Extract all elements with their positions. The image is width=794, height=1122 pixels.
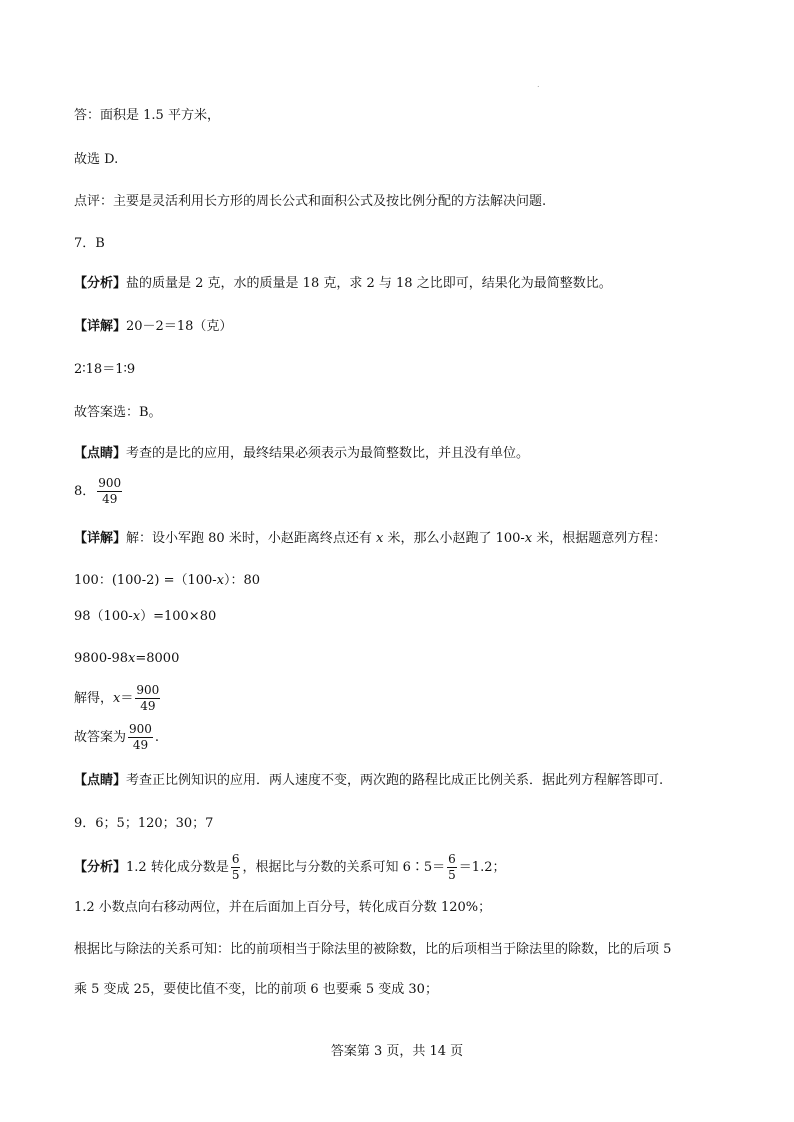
equation-1 [74, 572, 260, 590]
page-footer: 答案第 3 页，共 14 页 [330, 1044, 464, 1059]
q9-analysis [74, 851, 505, 885]
analysis-text: ，根据比与分数的关系可知 6∶5＝ [242, 860, 446, 875]
analysis-text: 盐的质量是 2 克，水的质量是 18 克，求 2 与 18 之比即可，结果化为最简整数比。 [126, 276, 612, 291]
solution-label: 解得， [74, 691, 114, 706]
solution-line [74, 683, 162, 715]
fraction [135, 683, 160, 714]
q7-note [74, 445, 529, 463]
detail-text: 解：设小军跑 80 米时，小赵距离终点还有 [126, 531, 376, 546]
answer-line: 答：面积是 1.5 平方米， [74, 108, 220, 123]
detail-text: 米，那么小赵跑了 100- [383, 531, 525, 546]
q7-detail [74, 318, 232, 336]
fraction-denominator: 5 [448, 868, 456, 882]
detail-text: 米，根据题意列方程： [532, 531, 667, 546]
analysis-tag: 【分析】 [74, 860, 127, 875]
q8-detail [74, 530, 666, 548]
eq-text: 9800-98 [74, 651, 129, 666]
q8-answer [74, 476, 124, 507]
analysis-text: ＝1.2； [458, 860, 506, 875]
fraction-denominator: 49 [140, 699, 156, 713]
multiply-line: 乘 5 变成 25，要使比值不变，比的前项 6 也要乘 5 变成 30； [74, 982, 438, 997]
comment-line: 点评：主要是灵活利用长方形的周长公式和面积公式及按比例分配的方法解决问题. [74, 194, 547, 209]
fraction-denominator: 49 [132, 738, 149, 752]
variable: x [524, 531, 533, 546]
eq-text: =8000 [135, 651, 180, 666]
variable: x [113, 691, 121, 706]
equation-3 [74, 650, 179, 668]
eq-text: ）=100×80 [140, 609, 217, 624]
q7-analysis [74, 275, 612, 293]
fraction-numerator: 900 [136, 683, 160, 697]
q9-answer: 9．6；5；120；30；7 [74, 816, 214, 831]
period: . [154, 730, 160, 745]
note-text: 考查的是比的应用，最终结果必须表示为最简整数比，并且没有单位。 [126, 446, 530, 461]
detail-text: 20－2＝18（克） [126, 319, 233, 334]
fraction [447, 852, 457, 883]
detail-tag: 【详解】 [74, 319, 127, 334]
detail-tag: 【详解】 [74, 531, 127, 546]
fraction-numerator: 900 [129, 722, 152, 736]
variable: x [216, 573, 225, 588]
fraction-denominator: 49 [102, 492, 118, 506]
fraction-numerator: 900 [98, 476, 122, 490]
equation-2 [74, 608, 216, 626]
final-label: 故答案为 [74, 730, 127, 745]
fraction-numerator: 6 [231, 852, 240, 866]
q8-note [74, 772, 663, 790]
final-answer-line [74, 722, 159, 754]
analysis-text: 1.2 转化成分数是 [126, 860, 229, 875]
equals: ＝ [120, 691, 134, 706]
choice-line: 故选 D. [74, 152, 119, 167]
percent-line: 1.2 小数点向右移动两位，并在后面加上百分号，转化成百分数 120%； [74, 900, 492, 915]
q7-choice: 故答案选：B。 [74, 405, 162, 420]
division-line: 根据比与除法的关系可知：比的前项相当于除法里的被除数，比的后项相当于除法里的除数，比的后项 5 [74, 942, 672, 957]
variable: x [375, 531, 384, 546]
eq-text: ）：80 [224, 573, 261, 588]
fraction [231, 852, 241, 883]
q8-label: 8． [74, 484, 96, 499]
analysis-tag: 【分析】 [74, 276, 127, 291]
fraction-denominator: 5 [231, 868, 240, 882]
stray-mark: . [537, 80, 540, 89]
variable: x [132, 609, 141, 624]
fraction [97, 476, 122, 507]
note-tag: 【点睛】 [74, 446, 127, 461]
fraction [128, 722, 153, 753]
fraction-numerator: 6 [448, 852, 456, 866]
variable: x [128, 651, 136, 666]
note-text: 考查正比例知识的应用．两人速度不变，两次跑的路程比成正比例关系．据此列方程解答即可. [126, 773, 664, 788]
eq-text: 100：(100-2) =（100- [74, 573, 217, 588]
eq-text: 98（100- [74, 609, 133, 624]
note-tag: 【点睛】 [74, 773, 127, 788]
q7-answer: 7．B [74, 236, 105, 251]
ratio-line: 2∶18＝1∶9 [74, 362, 136, 377]
